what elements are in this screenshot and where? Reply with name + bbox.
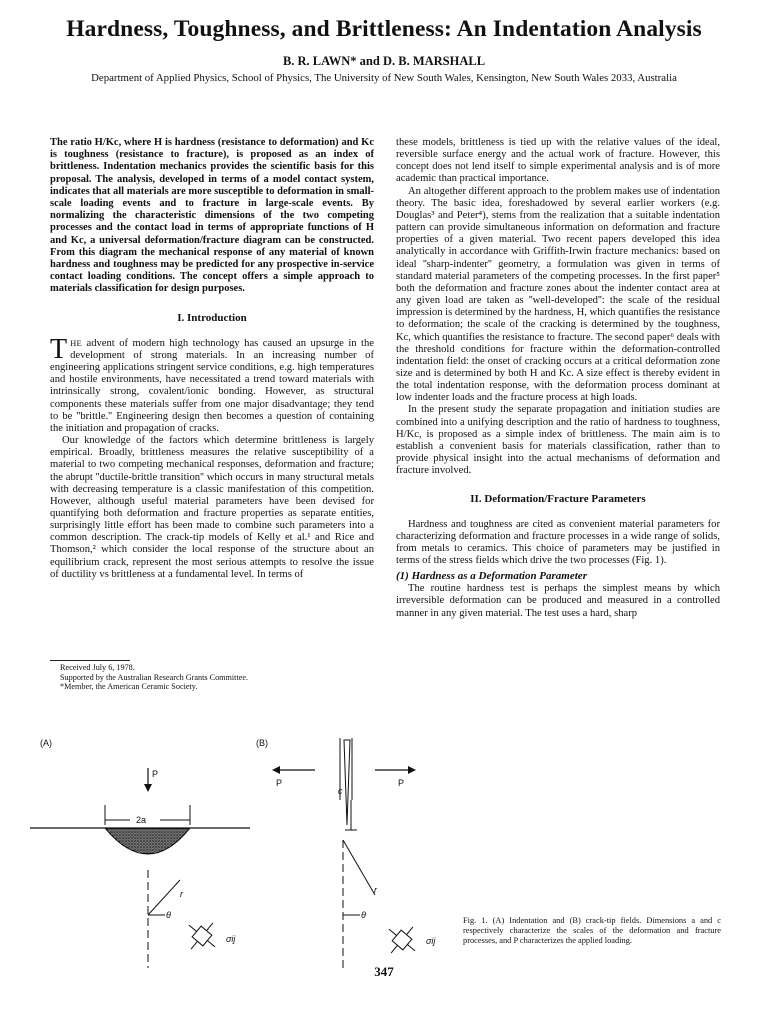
abstract: The ratio H/Kc, where H is hardness (resistance to deformation) and Kc is toughness (resistance to fracture), is proposed as an index of brittleness. Indentation mechanics provides the scientific basis for this proposal. The analysis, developed in terms of a model contact system, indicates that all materials are more susceptible to deformation in small-scale loading events and to fracture in large-scale events. By normalizing the characteristic dimensions of the two competing processes and the contact load in terms of appropriate functions of H and Kc, a universal deformation/fracture diagram can be constructed. From this diagram the mechanical response of any material of known hardness and toughness may be predicted for any prospective in-service contact loading conditions. The concept offers a simple approach to materials classification for design purposes. bbox=[50, 137, 374, 295]
crack-wedge bbox=[344, 740, 350, 825]
body-paragraph: Hardness and toughness are cited as convenient material parameters for characterizing deformation and fracture processes in a wide range of solids, from metals to ceramics. This choice of parameters may be justified in terms of the stress fields which drive the two processes (Fig. 1). bbox=[396, 518, 720, 566]
panel-b-label: (B) bbox=[256, 738, 268, 748]
load-label-right: P bbox=[398, 778, 405, 788]
stress-label-a: σij bbox=[226, 934, 236, 944]
radius-line-b bbox=[343, 840, 375, 895]
angle-label-a: θ bbox=[166, 910, 171, 920]
load-label-left: P bbox=[276, 778, 283, 788]
body-paragraph: The routine hardness test is perhaps the simplest means by which irreversible deformation can be produced and measured in a controlled manner in any given material. The test uses a hard, sharp bbox=[396, 583, 720, 619]
footnote-rule bbox=[50, 660, 130, 661]
crack-length-label: c bbox=[338, 786, 343, 796]
body-paragraph: An altogether different approach to the problem makes use of indentation theory. The basic idea, foreshadowed by several earlier workers (e.g. Douglas³ and Peter⁴), stems from the realization that a suitable indentation pattern can provide simultaneous information on deformation and fracture properties of a given material. Two recent papers developed this idea analytically in accordance with Griffith-Irwin fracture mechanics: based on ideal ''sharp-indenter'' geometry, a formulation was given in terms of standard material parameters of the competing processes. In the first paper⁵ both the deformation and fracture zones about the indenter contact area at any given load are taken as ''well-developed'': the scale of the residual impression is determined by the hardness, H, which quantifies the resistance to deformation; the scale of the cracking is determined by the toughness, Kc, which quantifies the resistance to fracture. The second paper⁶ deals with the threshold conditions for fracture within the deformation-controlled indentation field: the onset of cracking occurs at a critical deformation zone size and is determined by both H and Kc. A size effect is thereby evident in the total indentation response, with the deformation process dominant at low indenter loads and the fracture process at high loads. bbox=[396, 185, 720, 404]
load-label-a: P bbox=[152, 769, 159, 779]
panel-a-label: (A) bbox=[40, 738, 52, 748]
intro-paragraph-2: Our knowledge of the factors which determine brittleness is largely empirical. Broadly, brittleness measures the relative susceptibility of a material to two competing mechanical responses, deformation and fracture; the abrupt ''ductile-brittle transition'' which occurs in many structural metals with decreasing temperature is a classic manifestation of this competition. However, although useful material parameters have been devised for quantifying both deformation and fracture properties as separate entities, surprisingly little effort has been made to combine such parameters into a common description. The crack-tip models of Kelly et al.¹ and Rice and Thomson,² which consider the local response of the structure about an equilibrium crack, represent the most serious attempts to resolve the issue of ductility vs brittleness at a fundamental level. In terms of bbox=[50, 435, 374, 580]
stress-label-b: σij bbox=[426, 936, 436, 946]
body-paragraph: these models, brittleness is tied up with the relative values of the ideal, reversible surface energy and the actual work of fracture. However, this concept does not lend itself to simple experimental analysis and is of more academic than practical importance. bbox=[396, 137, 720, 185]
load-arrowhead-left bbox=[272, 766, 280, 774]
load-arrowhead-a bbox=[144, 784, 152, 792]
angle-label-b: θ bbox=[361, 910, 366, 920]
radius-label-b: r bbox=[374, 885, 377, 895]
subsection-heading: (1) Hardness as a Deformation Parameter bbox=[396, 570, 587, 583]
right-column bbox=[396, 137, 720, 620]
paper-authors: B. R. LAWN* and D. B. MARSHALL bbox=[282, 54, 486, 68]
footnote: Supported by the Australian Research Grants Committee. bbox=[60, 672, 249, 682]
first-word-rest: HE bbox=[70, 337, 83, 348]
page-number: 347 bbox=[374, 964, 394, 979]
radius-label-a: r bbox=[180, 889, 183, 899]
footnotes bbox=[60, 663, 248, 692]
figure-1 bbox=[30, 730, 470, 970]
load-arrowhead-right bbox=[408, 766, 416, 774]
figure-caption: Fig. 1. (A) Indentation and (B) crack-tip fields. Dimensions a and c respectively characterize the scales of the deformation and fracture processes, and P characterizes the applied loading. bbox=[463, 916, 721, 945]
section-2-heading: II. Deformation/Fracture Parameters bbox=[470, 493, 646, 506]
author-affiliation: Department of Applied Physics, School of Physics, The University of New South Wales, Kensington, New South Wales 2033, Australia bbox=[91, 72, 677, 84]
footnote: *Member, the American Ceramic Society. bbox=[60, 682, 198, 691]
stress-element-b bbox=[378, 916, 426, 964]
stress-element-a bbox=[178, 912, 226, 960]
footnote: Received July 6, 1978. bbox=[60, 663, 135, 672]
section-1-heading: I. Introduction bbox=[177, 311, 247, 324]
deformation-zone bbox=[105, 828, 190, 854]
radius-line-a bbox=[148, 880, 180, 915]
intro-paragraph-1: THE advent of modern high technology has caused an upsurge in the development of strong materials. In an increasing number of engineering applications stringent service conditions, e.g. high temperatures and hostile environments, have necessitated a trend toward materials with intrinsically strong, covalent/ionic bonding. However, as structural components these materials suffer from one major disadvantage; they tend to be ''brittle.'' Engineering design then becomes a question of containing the initiation and propagation of cracks. bbox=[50, 333, 374, 434]
paper-title: Hardness, Toughness, and Brittleness: An Indentation Analysis bbox=[66, 16, 702, 42]
left-column bbox=[50, 137, 374, 581]
body-paragraph: In the present study the separate propagation and initiation studies are combined into a unifying description and the ratio of hardness to toughness, H/Kc, is proposed as a simple index of brittleness. The main aim is to establish a convenient basis for materials classification, rather than to provide physical insight into the actual mechanisms of deformation and fracture involved. bbox=[396, 404, 720, 477]
drop-cap: T bbox=[50, 333, 68, 365]
dimension-2a-label: 2a bbox=[136, 815, 147, 825]
